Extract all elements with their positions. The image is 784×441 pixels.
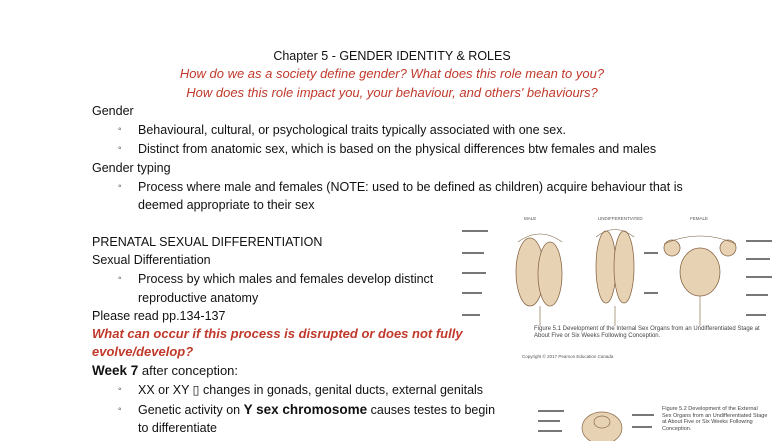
gender-typing-bullet-line-1: Process where male and females (NOTE: used to be defined as children) acquire behaviour that is [138,180,683,194]
external-organs-figure [538,400,778,441]
external-organs-caption: Figure 5.2 Development of the External Sex Organs from an Undifferentiated Stage at About Five or Six Weeks Following Conception. [662,406,768,432]
internal-organs-caption: Figure 5.1 Development of the Internal Sex Organs from an Undifferentiated Stage at About Five or Six Weeks Following Conception. [534,326,760,339]
reading-note: Please read pp.134-137 [92,309,226,323]
week7-line [92,363,238,379]
week7-bullet-2-post: causes testes to begin [367,403,496,417]
question-line-2: How does this role impact you, your behaviour, and others' behaviours? [186,85,598,100]
week7-bullet-2 [138,402,495,418]
week7-bold: Week 7 [92,363,139,378]
prenatal-bullet-line-1: Process by which males and females develop distinct [138,272,434,286]
week7-bullet-2-pre: Genetic activity on [138,403,244,417]
week7-bullet-1: XX or XY ▯ changes in gonads, genital ducts, external genitals [138,383,484,397]
figure-copyright: Copyright © 2017 Pearson Education Canada [522,354,614,359]
bullet-marker: ◦ [118,143,122,154]
external-organ-illustration-icon [538,400,658,441]
disruption-question-line-1: What can occur if this process is disrupted or does not fully [92,326,463,341]
organ-illustration-icon [458,222,776,332]
prenatal-bullet-line-2: reproductive anatomy [138,291,259,305]
bullet-marker: ◦ [118,384,122,395]
sexual-differentiation-heading: Sexual Differentiation [92,253,211,267]
figure-col-label-male: MALE [524,216,537,221]
disruption-question-line-2: evolve/develop? [92,344,194,359]
bullet-marker: ◦ [118,404,122,415]
bullet-marker: ◦ [118,124,122,135]
figure-col-label-female: FEMALE [690,216,709,221]
question-line-1: How do we as a society define gender? What does this role mean to you? [179,66,605,81]
gender-typing-bullet-line-2: deemed appropriate to their sex [138,198,315,212]
y-chromosome-bold: Y sex chromosome [243,402,368,417]
week7-rest: after conception: [138,363,239,378]
bullet-marker: ◦ [118,273,122,284]
gender-typing-heading: Gender typing [92,161,171,175]
internal-organs-figure [458,214,776,362]
prenatal-heading: PRENATAL SEXUAL DIFFERENTIATION [92,235,323,249]
gender-bullet-1: Behavioural, cultural, or psychological traits typically associated with one sex. [138,123,566,137]
week7-bullet-2-line-2: to differentiate [138,421,217,435]
page-title: Chapter 5 - GENDER IDENTITY & ROLES [273,49,511,63]
gender-heading: Gender [92,104,134,118]
gender-bullet-2: Distinct from anatomic sex, which is based on the physical differences btw females and males [138,142,657,156]
figure-col-label-undiff: UNDIFFERENTIATED [598,216,643,221]
bullet-marker: ◦ [118,181,122,192]
